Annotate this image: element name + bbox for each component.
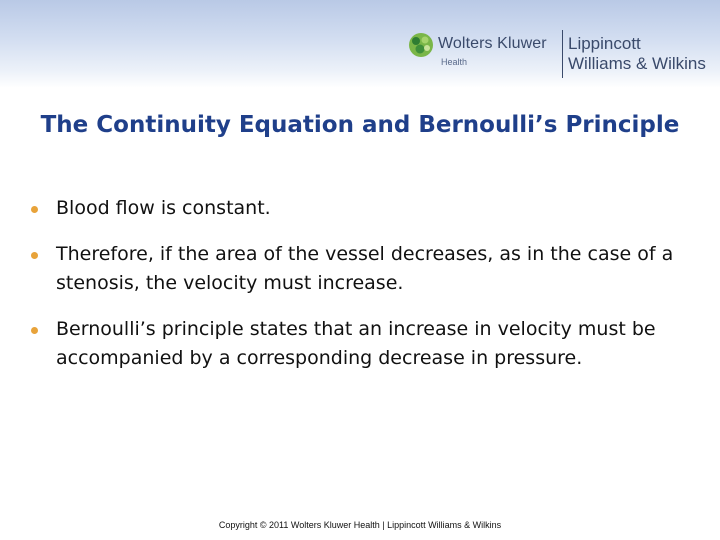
logo-divider: [562, 30, 563, 78]
bullet-dot-icon: [31, 327, 38, 334]
bullet-dot-icon: [31, 206, 38, 213]
bullet-dot-icon: [31, 252, 38, 259]
bullet-text: Bernoulli’s principle states that an increase in velocity must be accompanied by a corresponding decrease in pressure.: [56, 318, 656, 369]
bullet-text: Therefore, if the area of the vessel decreases, as in the case of a stenosis, the velocity must increase.: [56, 243, 674, 294]
bullet-text: Blood flow is constant.: [56, 197, 271, 219]
wolters-kluwer-division: Health: [441, 57, 468, 67]
wolters-kluwer-globe-icon: [408, 32, 434, 58]
wolters-kluwer-name: Wolters Kluwer: [438, 35, 547, 52]
lippincott-name: Lippincott: [568, 34, 641, 53]
bullet-item: [30, 240, 690, 298]
bullet-list: [30, 194, 690, 390]
bullet-item: [30, 315, 690, 373]
williams-wilkins-name: Williams & Wilkins: [568, 54, 706, 73]
copyright-footer: Copyright © 2011 Wolters Kluwer Health | Lippincott Williams & Wilkins: [218, 520, 502, 530]
publisher-logo: [408, 26, 720, 82]
bullet-item: [30, 194, 690, 223]
slide-title: The Continuity Equation and Bernoulli’s Principle: [40, 112, 680, 138]
